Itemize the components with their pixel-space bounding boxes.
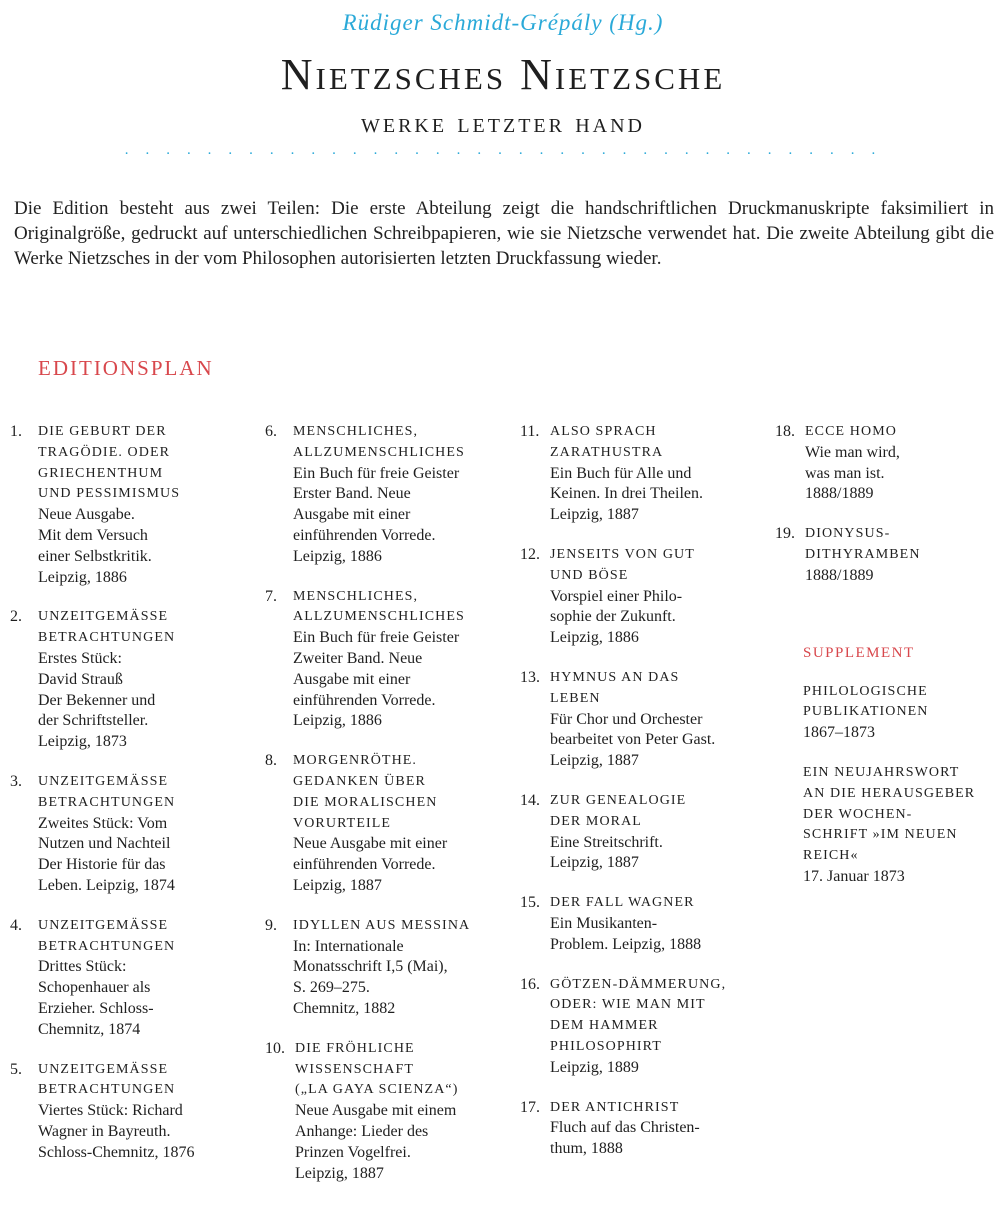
entry-title: DIE GEBURT DER TRAGÖDIE. ODER GRIECHENTHUM UND PESSIMISMUS xyxy=(38,424,181,502)
plan-entry xyxy=(10,1060,240,1164)
entry-number: 13. xyxy=(520,668,540,686)
entry-description: Drittes Stück: Schopenhauer als Erzieher. Schloss- Chemnitz, 1874 xyxy=(38,958,154,1038)
supplement-description: 17. Januar 1873 xyxy=(803,867,905,885)
supplement-description: 1867–1873 xyxy=(803,724,875,742)
book-title: Nietzsches Nietzsche xyxy=(280,50,726,99)
entry-description: Neue Ausgabe mit einem Anhange: Lieder des Prinzen Vogelfrei. Leipzig, 1887 xyxy=(295,1102,457,1182)
plan-column-3 xyxy=(520,422,760,1179)
supplement-item xyxy=(803,763,1000,888)
supplement-item xyxy=(803,682,1000,744)
plan-entry xyxy=(265,422,505,568)
entry-title: MENSCHLICHES, ALLZUMENSCHLICHES xyxy=(293,588,465,625)
entry-description: Wie man wird, was man ist. 1888/1889 xyxy=(805,443,900,503)
entry-number: 9. xyxy=(265,916,277,934)
entry-number: 12. xyxy=(520,545,540,563)
entry-number: 8. xyxy=(265,752,277,770)
supplement-heading: SUPPLEMENT xyxy=(803,644,915,661)
plan-entry xyxy=(520,422,760,526)
entry-number: 19. xyxy=(775,525,795,543)
entry-number: 2. xyxy=(10,608,22,626)
entry-title: IDYLLEN AUS MESSINA xyxy=(293,917,471,933)
intro-paragraph: Die Edition besteht aus zwei Teilen: Die erste Abteilung zeigt die handschriftlichen Druckmanuskripte faksimiliert in Originalgröße, gedruckt auf unterschiedlichen Schreibpapieren, wie sie Nietzsche verwendet hat. Die zweite Abteilung gibt die Werke Nietzsches in der vom Philosophen autorisierten letzten Druckfassung wieder. xyxy=(14,198,994,269)
entry-description: Ein Buch für Alle und Keinen. In drei Theilen. Leipzig, 1887 xyxy=(550,464,703,524)
entry-number: 18. xyxy=(775,423,795,440)
plan-entry xyxy=(520,893,760,955)
entry-number: 4. xyxy=(10,916,22,934)
plan-entry xyxy=(10,607,240,753)
book-subtitle: werke letzter hand xyxy=(360,107,645,139)
entry-description: In: Internationale Monatsschrift I,5 (Mai), S. 269–275. Chemnitz, 1882 xyxy=(293,937,448,1017)
entry-title: GÖTZEN-DÄMMERUNG, ODER: WIE MAN MIT DEM HAMMER PHILOSOPHIRT xyxy=(550,976,727,1054)
entry-number: 1. xyxy=(10,423,22,440)
editionsplan-heading: EDITIONSPLAN xyxy=(38,356,214,380)
entry-title: DER FALL WAGNER xyxy=(550,895,695,911)
entry-description: Vorspiel einer Philo- sophie der Zukunft. Leipzig, 1886 xyxy=(550,587,683,647)
dotted-divider: · · · · · · · · · · · · · · · · · · · · · · · · · · · · · · · · · · · · · xyxy=(124,146,882,162)
entry-description: Erstes Stück: David Strauß Der Bekenner und der Schriftsteller. Leipzig, 1873 xyxy=(38,649,156,751)
plan-entry xyxy=(520,1098,760,1160)
supplement-title: PHILOLOGISCHE PUBLIKATIONEN xyxy=(803,683,929,720)
entry-number: 15. xyxy=(520,894,540,912)
entry-title: JENSEITS VON GUT UND BÖSE xyxy=(550,546,695,583)
plan-entry xyxy=(265,916,505,1020)
entry-title: ZUR GENEALOGIE DER MORAL xyxy=(550,792,687,829)
editor-line: Rüdiger Schmidt-Grépály (Hg.) xyxy=(342,10,664,35)
plan-entry xyxy=(10,916,240,1041)
plan-column-2 xyxy=(265,422,505,1203)
entry-description: Neue Ausgabe mit einer einführenden Vorrede. Leipzig, 1887 xyxy=(293,835,448,894)
plan-entry xyxy=(265,1039,505,1185)
entry-title: UNZEITGEMÄSSE BETRACHTUNGEN xyxy=(38,917,176,954)
entry-description: Fluch auf das Christen- thum, 1888 xyxy=(550,1119,700,1158)
entry-number: 17. xyxy=(520,1098,540,1116)
entry-number: 3. xyxy=(10,772,22,790)
entry-number: 6. xyxy=(265,423,277,440)
entry-description: Ein Musikanten- Problem. Leipzig, 1888 xyxy=(550,914,702,953)
entry-description: Zweites Stück: Vom Nutzen und Nachteil Der Historie für das Leben. Leipzig, 1874 xyxy=(38,814,175,894)
entry-description: 1888/1889 xyxy=(805,566,874,584)
entry-description: Ein Buch für freie Geister Erster Band. Neue Ausgabe mit einer einführenden Vorrede. Leipzig, 1886 xyxy=(293,464,460,565)
plan-entry xyxy=(775,524,1000,586)
entry-number: 10. xyxy=(265,1039,285,1057)
entry-title: DIONYSUS- DITHYRAMBEN xyxy=(805,526,921,562)
plan-entry xyxy=(520,545,760,649)
plan-entry xyxy=(10,422,240,588)
entry-description: Viertes Stück: Richard Wagner in Bayreuth. Schloss-Chemnitz, 1876 xyxy=(38,1102,195,1161)
entry-number: 11. xyxy=(520,423,540,440)
supplement-section xyxy=(775,645,1000,888)
plan-entry xyxy=(265,751,505,897)
entry-description: Ein Buch für freie Geister Zweiter Band. Neue Ausgabe mit einer einführenden Vorrede. Leipzig, 1886 xyxy=(293,629,460,730)
entry-description: Leipzig, 1889 xyxy=(550,1058,639,1076)
entry-title: UNZEITGEMÄSSE BETRACHTUNGEN xyxy=(38,773,176,810)
entry-number: 7. xyxy=(265,587,277,605)
plan-column-1 xyxy=(10,422,240,1183)
plan-entry xyxy=(775,422,1000,505)
entry-title: MORGENRÖTHE. GEDANKEN ÜBER DIE MORALISCHEN VORURTEILE xyxy=(293,753,438,831)
entry-description: Eine Streitschrift. Leipzig, 1887 xyxy=(550,833,663,872)
entry-number: 14. xyxy=(520,791,540,809)
entry-title: ECCE HOMO xyxy=(805,424,897,439)
plan-entry xyxy=(10,772,240,897)
entry-description: Neue Ausgabe. Mit dem Versuch einer Selbstkritik. Leipzig, 1886 xyxy=(38,506,152,586)
entry-title: ALSO SPRACH ZARATHUSTRA xyxy=(550,424,664,460)
plan-entry xyxy=(520,668,760,772)
entry-number: 5. xyxy=(10,1060,22,1078)
entry-title: MENSCHLICHES, ALLZUMENSCHLICHES xyxy=(293,424,465,460)
entry-title: DIE FRÖHLICHE WISSENSCHAFT („LA GAYA SCIENZA“) xyxy=(295,1040,459,1098)
supplement-title: EIN NEUJAHRSWORT AN DIE HERAUSGEBER DER WOCHEN- SCHRIFT »IM NEUEN REICH« xyxy=(803,764,976,864)
entry-description: Für Chor und Orchester bearbeitet von Peter Gast. Leipzig, 1887 xyxy=(550,710,716,770)
entry-title: DER ANTICHRIST xyxy=(550,1099,680,1115)
plan-column-4 xyxy=(775,422,1000,907)
entry-title: HYMNUS AN DAS LEBEN xyxy=(550,669,680,706)
plan-entry xyxy=(265,587,505,733)
entry-title: UNZEITGEMÄSSE BETRACHTUNGEN xyxy=(38,609,176,646)
plan-entry xyxy=(520,791,760,874)
plan-entry xyxy=(520,975,760,1079)
entry-number: 16. xyxy=(520,975,540,993)
entry-title: UNZEITGEMÄSSE BETRACHTUNGEN xyxy=(38,1061,176,1098)
